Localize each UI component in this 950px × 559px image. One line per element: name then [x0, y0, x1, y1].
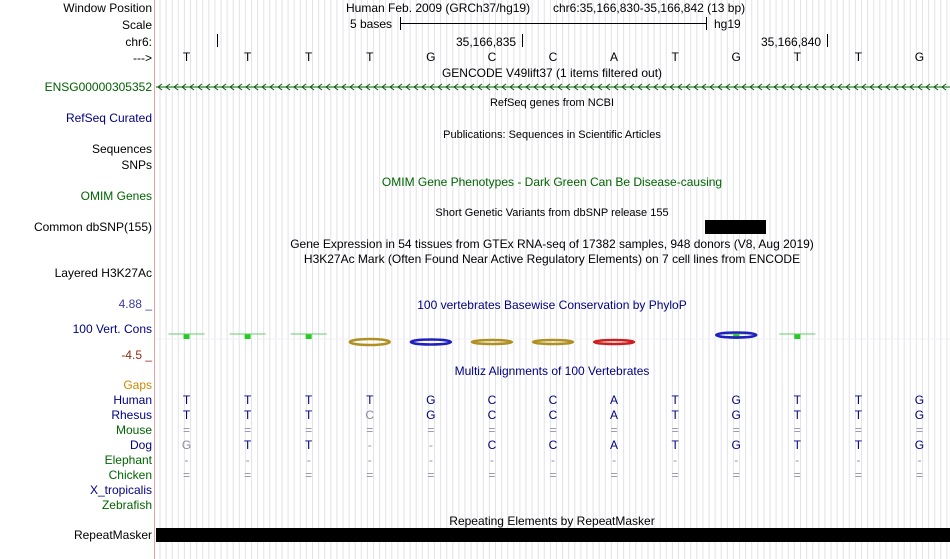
alignment-base: =	[183, 423, 191, 437]
species-label[interactable]: Dog	[129, 438, 152, 452]
alignment-base: G	[731, 393, 741, 407]
scale-bar-right-tick	[706, 17, 707, 30]
alignment-base: A	[610, 438, 619, 452]
cons-mark	[184, 334, 190, 339]
alignment-base: T	[793, 408, 801, 422]
alignment-base: C	[548, 393, 558, 407]
scale-db: hg19	[714, 17, 741, 31]
sequence-base: A	[610, 50, 619, 64]
sequence-base: G	[731, 50, 741, 64]
dbsnp-track-title[interactable]: Short Genetic Variants from dbSNP release 155	[435, 207, 669, 219]
alignment-base: -	[428, 438, 433, 452]
alignment-base: -	[856, 453, 861, 467]
repeatmasker-element[interactable]	[156, 528, 950, 542]
alignment-base: G	[426, 408, 436, 422]
scale-bases: 5 bases	[350, 17, 393, 31]
alignment-base: A	[610, 393, 619, 407]
label-separator	[154, 0, 155, 559]
alignment-base: -	[428, 453, 433, 467]
cons-negative-mark	[533, 340, 573, 344]
alignment-base: =	[915, 423, 923, 437]
coord-label-left: 35,166,835	[456, 35, 517, 49]
alignment-base: -	[551, 453, 555, 467]
alignment-base: -	[795, 453, 800, 467]
alignment-base: =	[732, 423, 740, 437]
alignment-base: T	[366, 393, 374, 407]
alignment-base: =	[549, 468, 557, 482]
sequence-base: T	[243, 50, 252, 64]
alignment-base: T	[854, 438, 863, 452]
alignment-base: =	[610, 423, 618, 437]
refseq-track-title[interactable]: RefSeq genes from NCBI	[489, 97, 615, 109]
alignment-base: =	[793, 468, 801, 482]
h3k27ac-track-title[interactable]: H3K27Ac Mark (Often Found Near Active Regulatory Elements) on 7 cell lines from ENCODE	[303, 252, 801, 266]
alignment-base: =	[366, 468, 374, 482]
cons-max-value: 4.88 _	[118, 297, 152, 311]
chr-label: chr6:	[125, 35, 152, 49]
alignment-base: T	[854, 393, 863, 407]
alignment-base: T	[671, 393, 679, 407]
alignment-base: =	[488, 423, 496, 437]
alignment-base: C	[365, 408, 375, 422]
conservation-label[interactable]: 100 Vert. Cons	[72, 322, 152, 336]
alignment-base: =	[915, 468, 923, 482]
cons-mark	[306, 334, 312, 339]
ensg-label[interactable]: ENSG00000305352	[44, 80, 152, 94]
dbsnp-variant-block[interactable]	[705, 220, 766, 234]
alignment-base: -	[184, 453, 189, 467]
cons-negative-mark	[472, 340, 512, 344]
strand-arrow-label: --->	[133, 51, 152, 65]
coord-tick-left	[522, 34, 523, 47]
omim-label[interactable]: OMIM Genes	[80, 189, 152, 203]
alignment-base: =	[732, 468, 740, 482]
refseq-label[interactable]: RefSeq Curated	[65, 111, 152, 125]
conservation-track-title[interactable]: 100 vertebrates Basewise Conservation by PhyloP	[417, 298, 687, 312]
alignment-base: =	[793, 423, 801, 437]
sequence-base: G	[914, 50, 925, 64]
cons-min-value: -4.5 _	[121, 348, 152, 362]
alignment-base: =	[183, 468, 191, 482]
cons-mark	[794, 334, 800, 339]
dbsnp-label[interactable]: Common dbSNP(155)	[33, 220, 152, 234]
alignment-base: T	[182, 393, 191, 407]
species-label[interactable]: X_tropicalis	[89, 483, 152, 497]
alignment-base: G	[181, 438, 192, 452]
alignment-base: -	[734, 453, 739, 467]
cons-negative-mark	[350, 339, 390, 345]
species-label[interactable]: Gaps	[123, 378, 152, 392]
alignment-base: G	[426, 393, 436, 407]
cons-mark	[245, 334, 251, 339]
repeatmasker-label[interactable]: RepeatMasker	[73, 528, 152, 542]
alignment-base: T	[182, 408, 191, 422]
position-range[interactable]: chr6:35,166,830-35,166,842 (13 bp)	[553, 1, 746, 15]
alignment-base: -	[612, 453, 617, 467]
sequence-base: T	[305, 50, 313, 64]
assembly-name[interactable]: Human Feb. 2009 (GRCh37/hg19)	[346, 1, 531, 15]
species-label[interactable]: Human	[113, 393, 152, 407]
sequence-base: T	[854, 50, 863, 64]
h3k27ac-label[interactable]: Layered H3K27Ac	[54, 266, 152, 280]
repeatmasker-track-title[interactable]: Repeating Elements by RepeatMasker	[449, 514, 655, 528]
ensg-gene-feature[interactable]	[156, 82, 950, 92]
species-label[interactable]: Mouse	[115, 423, 152, 437]
alignment-base: T	[305, 408, 313, 422]
alignment-base: G	[914, 438, 925, 452]
alignment-base: T	[243, 408, 252, 422]
alignment-base: C	[548, 408, 558, 422]
gtex-track-title[interactable]: Gene Expression in 54 tissues from GTEx RNA-seq of 17382 samples, 948 donors (V8, Aug 2019)	[290, 237, 814, 251]
alignment-base: =	[488, 468, 496, 482]
alignment-base: =	[854, 468, 862, 482]
sequence-base: T	[182, 50, 191, 64]
alignment-base: =	[671, 423, 679, 437]
publications-track-title[interactable]: Publications: Sequences in Scientific Articles	[443, 129, 661, 141]
multiz-track-title[interactable]: Multiz Alignments of 100 Vertebrates	[454, 364, 650, 378]
sequence-base: T	[366, 50, 374, 64]
species-label[interactable]: Elephant	[104, 453, 152, 467]
alignment-base: A	[610, 408, 619, 422]
alignment-base: =	[671, 468, 679, 482]
scale-bar	[400, 23, 706, 24]
alignment-base: -	[306, 453, 311, 467]
alignment-base: =	[305, 468, 313, 482]
alignment-base: -	[367, 453, 372, 467]
alignment-base: T	[305, 438, 313, 452]
conservation-plot	[156, 310, 950, 360]
species-label[interactable]: Zebrafish	[101, 498, 152, 512]
alignment-base: C	[487, 408, 497, 422]
alignment-base: -	[917, 453, 922, 467]
alignment-base: C	[548, 438, 558, 452]
alignment-base: G	[731, 408, 741, 422]
alignment-base: G	[914, 393, 925, 407]
alignment-base: T	[243, 393, 252, 407]
alignment-base: =	[549, 423, 557, 437]
alignment-base: =	[854, 423, 862, 437]
sequence-base: C	[548, 50, 558, 64]
alignment-base: =	[366, 423, 374, 437]
alignment-base: =	[427, 423, 435, 437]
alignment-base: T	[305, 393, 313, 407]
alignment-base: C	[487, 438, 497, 452]
cons-negative-mark	[594, 340, 634, 344]
sequence-base: C	[487, 50, 497, 64]
alignment-base: =	[244, 468, 252, 482]
alignment-base: T	[793, 393, 801, 407]
alignment-base: -	[673, 453, 678, 467]
species-label[interactable]: Chicken	[108, 468, 152, 482]
alignment-base: C	[487, 393, 497, 407]
alignment-base: T	[671, 408, 679, 422]
alignment-base: T	[793, 438, 801, 452]
coord-tick-right	[827, 34, 828, 47]
coord-label-right: 35,166,840	[761, 35, 822, 49]
alignment-base: T	[671, 438, 679, 452]
alignment-base: G	[731, 438, 741, 452]
window-position-label: Window Position	[63, 1, 152, 15]
alignment-base: =	[305, 423, 313, 437]
species-label[interactable]: Rhesus	[111, 408, 152, 422]
omim-track-title[interactable]: OMIM Gene Phenotypes - Dark Green Can Be Disease-causing	[381, 175, 723, 189]
cons-negative-mark	[411, 340, 451, 345]
alignment-base: -	[245, 453, 250, 467]
sequences-label[interactable]: Sequences	[91, 142, 152, 156]
alignment-base: =	[244, 423, 252, 437]
snps-label[interactable]: SNPs	[121, 158, 152, 172]
scale-label: Scale	[121, 18, 152, 32]
coord-tick-left-edge	[217, 34, 218, 47]
sequence-base: T	[793, 50, 801, 64]
alignment-base: T	[243, 438, 252, 452]
alignment-base: =	[610, 468, 618, 482]
scale-bar-left-tick	[400, 17, 401, 30]
alignment-base: =	[427, 468, 435, 482]
gencode-track-title[interactable]: GENCODE V49lift37 (1 items filtered out)	[441, 66, 663, 80]
sequence-base: G	[426, 50, 436, 64]
alignment-base: T	[854, 408, 863, 422]
alignment-base: G	[914, 408, 925, 422]
alignment-base: -	[367, 438, 372, 452]
alignment-base: -	[489, 453, 494, 467]
sequence-base: T	[671, 50, 679, 64]
